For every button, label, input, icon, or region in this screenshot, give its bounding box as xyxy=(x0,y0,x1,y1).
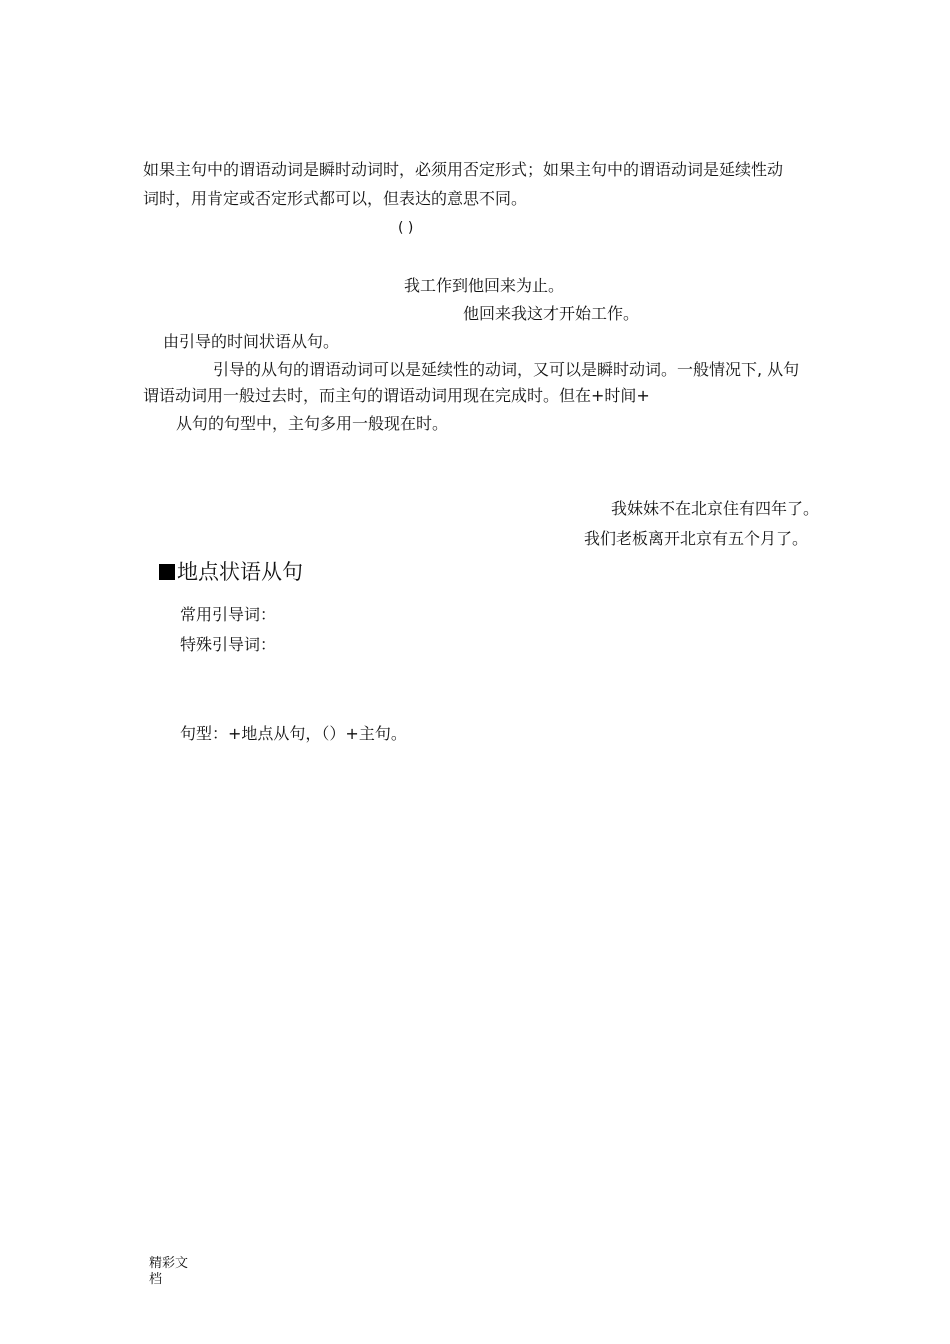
footer-line-1: 精彩文 xyxy=(149,1256,189,1271)
common-guide-words: 常用引导词： xyxy=(180,605,277,624)
section-heading xyxy=(159,559,303,585)
sentence-pattern: 句型：+地点从句，（）+主句。 xyxy=(180,724,407,743)
paragraph-2-line-2: 谓语动词用一般过去时，而主句的谓语动词用现在完成时。但在+时间+ xyxy=(143,386,650,405)
section-heading-text: 地点状语从句 xyxy=(177,560,303,584)
example-sentence-1: 我工作到他回来为止。 xyxy=(404,276,565,295)
parenthesis-blank: ( ) xyxy=(398,220,414,236)
paragraph-2-line-1: 引导的从句的谓语动词可以是延续性的动词，又可以是瞬时动词。一般情况下, 从句 xyxy=(213,360,800,379)
example-sentence-3: 我妹妹不在北京住有四年了。 xyxy=(611,499,820,518)
special-guide-words: 特殊引导词： xyxy=(180,635,277,654)
paragraph-1-line-1: 如果主句中的谓语动词是瞬时动词时，必须用否定形式；如果主句中的谓语动词是延续性动 xyxy=(143,160,784,179)
paragraph-2-line-3: 从句的句型中，主句多用一般现在时。 xyxy=(176,414,449,433)
footer xyxy=(149,1256,188,1288)
square-bullet-icon xyxy=(159,564,175,580)
clause-intro: 由引导的时间状语从句。 xyxy=(163,332,340,351)
example-sentence-4: 我们老板离开北京有五个月了。 xyxy=(584,529,809,548)
example-sentence-2: 他回来我这才开始工作。 xyxy=(463,304,640,323)
paragraph-1-line-2: 词时，用肯定或否定形式都可以，但表达的意思不同。 xyxy=(143,189,528,208)
footer-line-2: 档 xyxy=(149,1272,163,1287)
